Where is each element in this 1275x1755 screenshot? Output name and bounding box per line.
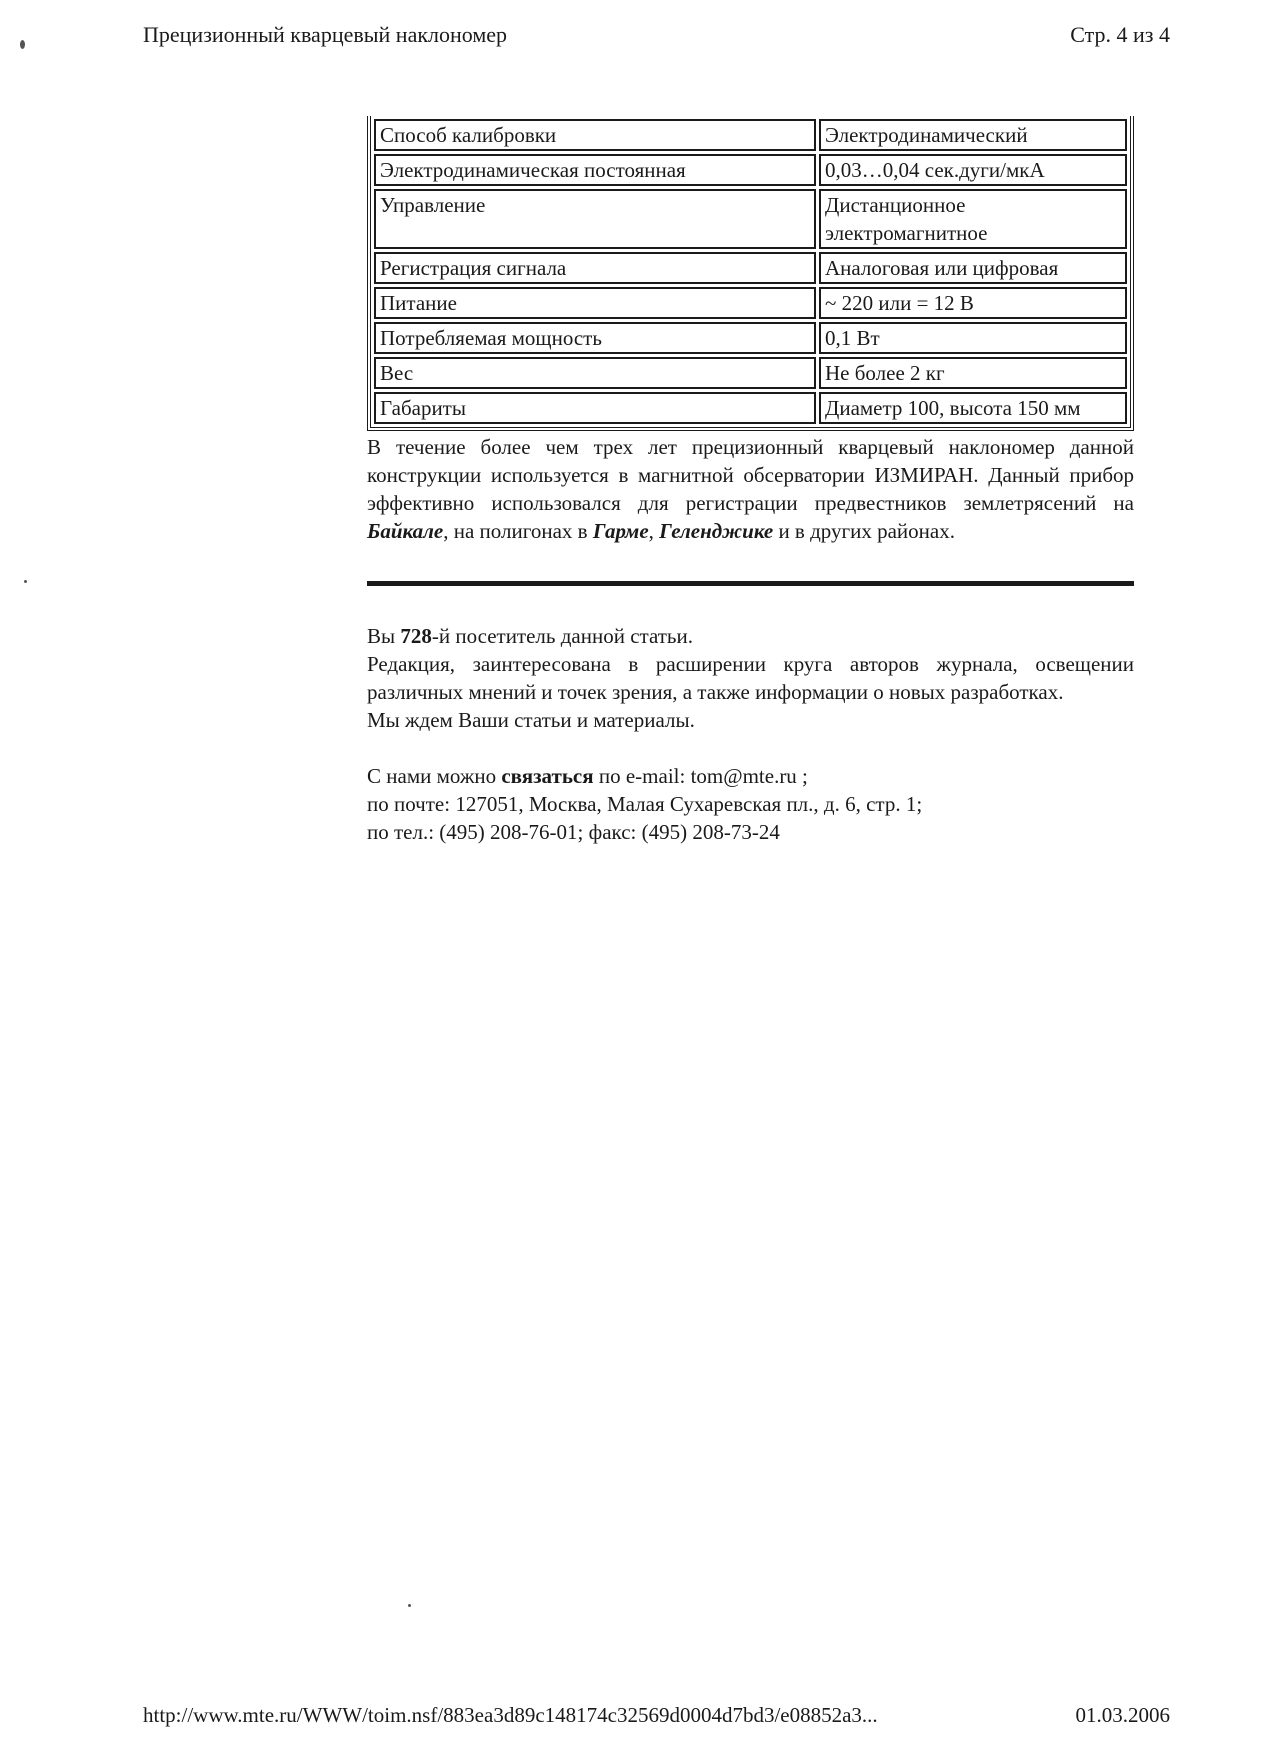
place-gelendzhik: Геленджике (659, 519, 774, 543)
spec-row (374, 322, 1127, 354)
page-header (143, 22, 1170, 48)
spec-name: Вес (374, 357, 816, 389)
spec-row (374, 189, 1127, 249)
submission-invite: Мы ждем Ваши статьи и материалы. (367, 708, 695, 732)
spec-row (374, 119, 1127, 151)
spec-name: Габариты (374, 392, 816, 424)
spec-name: Способ калибровки (374, 119, 816, 151)
spec-value: 0,1 Вт (819, 322, 1127, 354)
place-baikal: Байкале (367, 519, 444, 543)
spec-value: 0,03…0,04 сек.дуги/мкА (819, 154, 1127, 186)
source-url[interactable]: http://www.mte.ru/WWW/toim.nsf/883ea3d89c148174c32569d0004d7bd3/e08852a3... (143, 1703, 878, 1727)
spec-name: Потребляемая мощность (374, 322, 816, 354)
spec-value: Электродинамический (819, 119, 1127, 151)
print-date: 01.03.2006 (1075, 1703, 1170, 1727)
scan-speck (24, 580, 27, 583)
page-number: Стр. 4 из 4 (1070, 22, 1170, 47)
spec-name: Электродинамическая постоянная (374, 154, 816, 186)
spec-name: Питание (374, 287, 816, 319)
spec-value: Диаметр 100, высота 150 мм (819, 392, 1127, 424)
spec-value: Не более 2 кг (819, 357, 1127, 389)
visitor-counter: Вы 728-й посетитель данной статьи. (367, 624, 693, 648)
article-content (367, 116, 1134, 846)
contact-link[interactable]: связаться (501, 764, 594, 788)
scan-speck (408, 1604, 411, 1607)
article-paragraph: В течение более чем трех лет прецизионный кварцевый наклономер данной конструкции используется в магнитной обсерватории ИЗМИРАН. Данный прибор эффективно использовался для регистрации предвестников землетрясений на Байкале, на полигонах в Гарме, Геленджике и в других районах. (367, 435, 1134, 543)
editorial-note: Редакция, заинтересована в расширении круга авторов журнала, освещении различных мнений и точек зрения, а также информации о новых разработках. (367, 652, 1134, 704)
spec-name: Регистрация сигнала (374, 252, 816, 284)
spec-value: ~ 220 или = 12 В (819, 287, 1127, 319)
spec-row (374, 392, 1127, 424)
contact-phone: по тел.: (495) 208-76-01; факс: (495) 208-73-24 (367, 820, 780, 844)
spec-value: Дистанционное электромагнитное (819, 189, 1127, 249)
place-garm: Гарме (592, 519, 649, 543)
scan-speck (20, 40, 25, 49)
document-title: Прецизионный кварцевый наклономер (143, 22, 508, 47)
section-divider (367, 581, 1134, 586)
page-footer (143, 1703, 1170, 1728)
spec-row (374, 287, 1127, 319)
specs-table (367, 116, 1134, 431)
spec-name: Управление (374, 189, 816, 249)
spec-row (374, 252, 1127, 284)
contact-email: С нами можно связаться по e-mail: tom@mte.ru ; (367, 764, 808, 788)
spec-row (374, 154, 1127, 186)
contact-post: по почте: 127051, Москва, Малая Сухаревская пл., д. 6, стр. 1; (367, 792, 923, 816)
spec-value: Аналоговая или цифровая (819, 252, 1127, 284)
spec-row (374, 357, 1127, 389)
visitor-count: 728 (400, 624, 432, 648)
